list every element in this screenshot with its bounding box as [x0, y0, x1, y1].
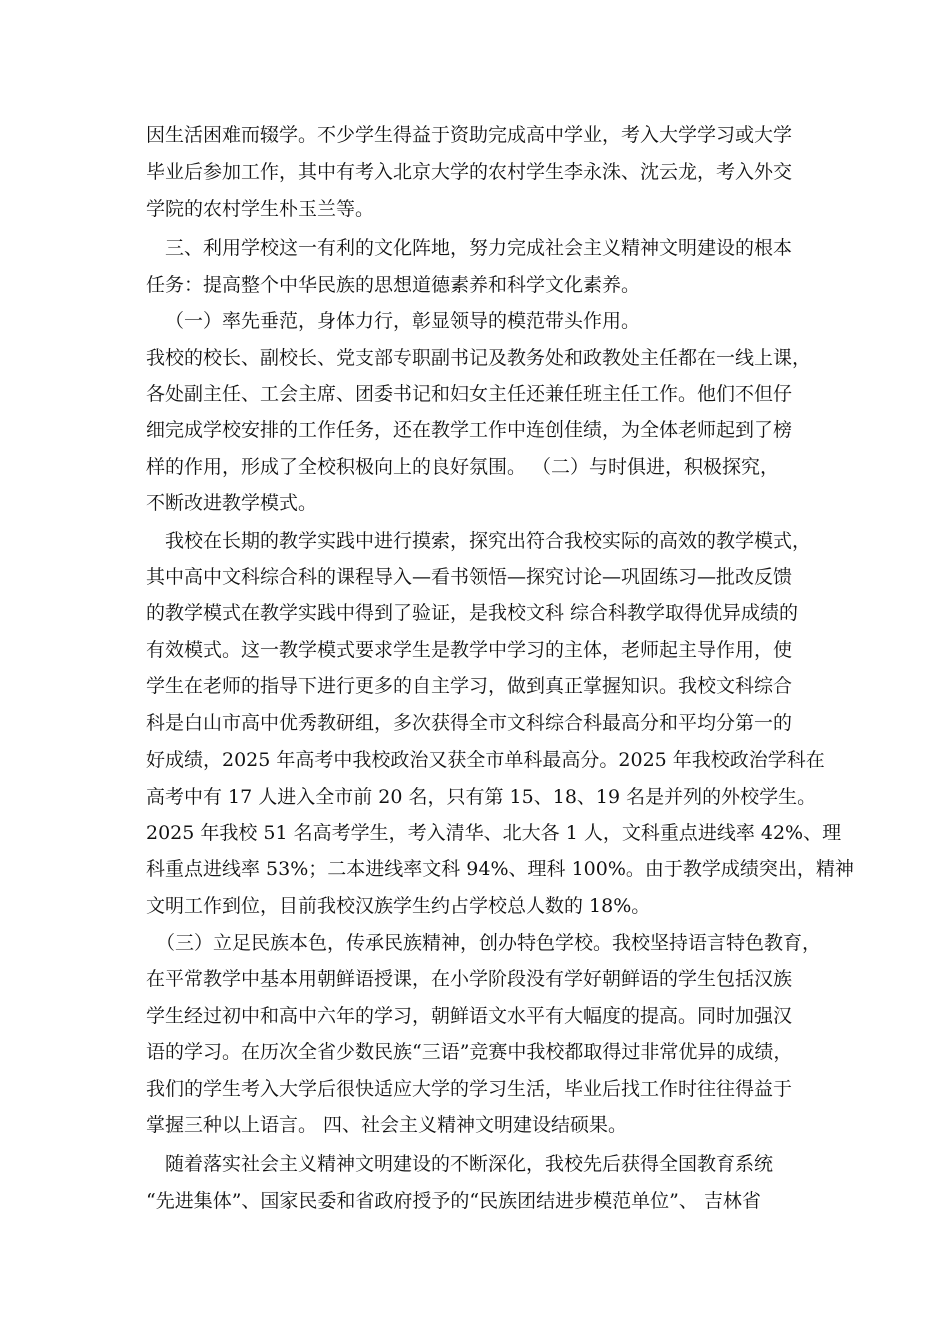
body-text-line: “先进集体”、国家民委和省政府授予的“民族团结进步模范单位”、 吉林省 — [146, 1190, 761, 1212]
body-text-line: 随着落实社会主义精神文明建设的不断深化，我校先后获得全国教育系统 — [165, 1153, 774, 1175]
body-text-line: 我校在长期的教学实践中进行摸索，探究出符合我校实际的高效的教学模式， — [165, 530, 812, 552]
subsection-heading: （三）立足民族本色，传承民族精神，创办特色学校。我校坚持语言特色教育， — [156, 932, 822, 954]
body-text-line: 学生经过初中和高中六年的学习，朝鲜语文水平有大幅度的提高。同时加强汉 — [146, 1005, 793, 1027]
body-text-line: 因生活困难而辍学。不少学生得益于资助完成高中学业，考入大学学习或大学 — [146, 124, 793, 146]
body-text-line: 2025 年我校 51 名高考学生，考入清华、北大各 1 人，文科重点进线率 42%、理 — [146, 822, 842, 844]
body-text-line: 文明工作到位，目前我校汉族学生约占学校总人数的 18%。 — [146, 895, 651, 917]
body-text-line: 毕业后参加工作，其中有考入北京大学的农村学生李永洙、沈云龙，考入外交 — [146, 161, 793, 183]
body-text-line: 掌握三种以上语言。 四、社会主义精神文明建设结硕果。 — [146, 1114, 628, 1136]
body-text-line: 我们的学生考入大学后很快适应大学的学习生活，毕业后找工作时往往得益于 — [146, 1078, 793, 1100]
body-text-line: 在平常教学中基本用朝鲜语授课，在小学阶段没有学好朝鲜语的学生包括汉族 — [146, 968, 793, 990]
body-text-line: 其中高中文科综合科的课程导入—看书领悟—探究讨论—巩固练习—批改反馈 — [146, 566, 793, 588]
body-text-line: 细完成学校安排的工作任务，还在教学工作中连创佳绩，为全体老师起到了榜 — [146, 419, 793, 441]
body-text-line: 样的作用，形成了全校积极向上的良好氛围。 （二）与时俱进，积极探究， — [146, 456, 780, 478]
body-text-line: 不断改进教学模式。 — [146, 492, 318, 514]
body-text-line: 科是白山市高中优秀教研组，多次获得全市文科综合科最高分和平均分第一的 — [146, 712, 793, 734]
body-text-line: 各处副主任、工会主席、团委书记和妇女主任还兼任班主任工作。他们不但仔 — [146, 383, 793, 405]
body-text-line: 我校的校长、副校长、党支部专职副书记及教务处和政教处主任都在一线上课， — [146, 347, 812, 369]
body-text-line: 科重点进线率 53%；二本进线率文科 94%、理科 100%。由于教学成绩突出，精神 — [146, 858, 854, 880]
section-heading-line: 三、利用学校这一有利的文化阵地，努力完成社会主义精神文明建设的根本 — [165, 237, 793, 259]
body-text-line: 语的学习。在历次全省少数民族“三语”竞赛中我校都取得过非常优异的成绩， — [146, 1041, 793, 1063]
body-text-line: 高考中有 17 人进入全市前 20 名，只有第 15、18、19 名是并列的外校学生。 — [146, 786, 817, 808]
section-heading-line: 任务：提高整个中华民族的思想道德素养和科学文化素养。 — [146, 274, 641, 296]
body-text-line: 好成绩，2025 年高考中我校政治又获全市单科最高分。2025 年我校政治学科在 — [146, 749, 825, 771]
body-text-line: 学生在老师的指导下进行更多的自主学习，做到真正掌握知识。我校文科综合 — [146, 675, 793, 697]
body-text-line: 有效模式。这一教学模式要求学生是教学中学习的主体，老师起主导作用，使 — [146, 639, 793, 661]
subsection-heading: （一）率先垂范，身体力行，彰显领导的模范带头作用。 — [165, 310, 641, 332]
body-text-line: 的教学模式在教学实践中得到了验证，是我校文科 综合科教学取得优异成绩的 — [146, 602, 799, 624]
body-text-line: 学院的农村学生朴玉兰等。 — [146, 198, 375, 220]
